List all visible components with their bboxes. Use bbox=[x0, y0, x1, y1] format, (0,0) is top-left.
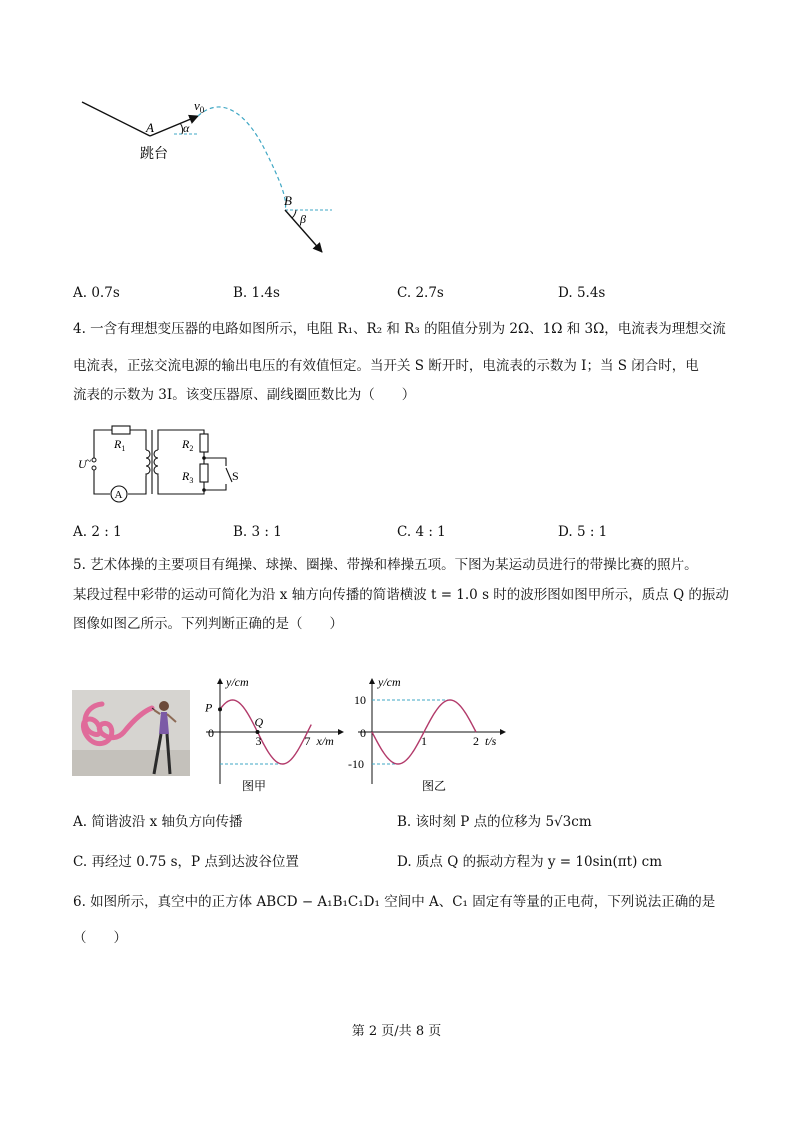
trajectory-curve bbox=[198, 107, 286, 210]
q5-option-c[interactable]: C. 再经过 0.75 s，P 点到达波谷位置 bbox=[73, 854, 299, 870]
q4-line-2: 电流表，正弦交流电源的输出电压的有效值恒定。当开关 S 断开时，电流表的示数为 I；当 S 闭合时，电 bbox=[73, 358, 699, 374]
t-axis-label: t/s bbox=[485, 734, 497, 748]
svg-text:~: ~ bbox=[86, 456, 92, 467]
q3-option-c[interactable]: C. 2.7s bbox=[397, 285, 444, 301]
tick-1: 1 bbox=[421, 734, 427, 748]
label-b: B bbox=[284, 193, 292, 208]
tick-neg-10: -10 bbox=[348, 757, 364, 771]
label-v0: $v_0$ bbox=[194, 98, 205, 115]
transformer-circuit bbox=[72, 420, 252, 505]
primary-coil bbox=[146, 450, 150, 476]
platform-slope bbox=[82, 102, 150, 136]
origin-label: 0 bbox=[208, 726, 214, 740]
label-r3: $R_3$ bbox=[182, 469, 194, 485]
caption-yi: 图乙 bbox=[422, 779, 447, 793]
q4-option-a[interactable]: A. 2 : 1 bbox=[73, 524, 122, 540]
origin-label: 0 bbox=[360, 726, 366, 740]
label-u: U bbox=[78, 457, 87, 471]
q3-option-d[interactable]: D. 5.4s bbox=[558, 285, 606, 301]
y-axis-label: y/cm bbox=[226, 675, 249, 689]
angle-beta-arc bbox=[292, 210, 296, 218]
q5-line-3: 图像如图乙所示。下列判断正确的是（ ） bbox=[73, 616, 343, 632]
q5-option-d[interactable]: D. 质点 Q 的振动方程为 y = 10sin(πt) cm bbox=[397, 854, 663, 870]
q5-option-a[interactable]: A. 简谐波沿 x 轴负方向传播 bbox=[73, 814, 243, 830]
q3-option-a[interactable]: A. 0.7s bbox=[73, 285, 120, 301]
q6-line-2: （ ） bbox=[73, 930, 127, 946]
graph-jia bbox=[200, 672, 350, 797]
q4-option-b[interactable]: B. 3 : 1 bbox=[233, 524, 282, 540]
y-axis-label: y/cm bbox=[378, 675, 401, 689]
q3-option-b[interactable]: B. 1.4s bbox=[233, 285, 280, 301]
resistor-r2 bbox=[200, 434, 208, 452]
q4-line-1: 4. 一含有理想变压器的电路如图所示，电阻 R₁、R₂ 和 R₃ 的阻值分别为 2Ω、1Ω 和 3Ω，电流表为理想交流 bbox=[73, 321, 726, 337]
tick-3: 3 bbox=[255, 734, 262, 748]
point-p bbox=[218, 707, 222, 711]
tick-2: 2 bbox=[473, 734, 479, 748]
q5-option-b[interactable]: B. 该时刻 P 点的位移为 5√3cm bbox=[397, 814, 592, 830]
x-axis-label: x/m bbox=[316, 734, 334, 748]
label-platform: 跳台 bbox=[140, 147, 168, 162]
gymnast-photo bbox=[72, 690, 190, 776]
platform-lip bbox=[150, 116, 198, 136]
label-q: Q bbox=[254, 715, 264, 729]
label-alpha: α bbox=[183, 121, 190, 135]
tick-7: 7 bbox=[304, 734, 311, 748]
ski-jump-figure bbox=[70, 90, 360, 260]
label-p: P bbox=[205, 700, 213, 715]
label-s: S bbox=[232, 469, 239, 483]
label-beta: β bbox=[300, 212, 306, 226]
graph-yi bbox=[340, 672, 510, 797]
secondary-coil bbox=[154, 450, 158, 476]
q6-line-1: 6. 如图所示，真空中的正方体 ABCD − A₁B₁C₁D₁ 空间中 A、C₁ 固定有等量的正电荷，下列说法正确的是 bbox=[73, 894, 716, 910]
tick-10: 10 bbox=[354, 693, 366, 707]
caption-jia: 图甲 bbox=[242, 779, 267, 793]
label-r2: $R_2$ bbox=[182, 437, 194, 453]
svg-text:A: A bbox=[114, 489, 123, 501]
label-r1: $R_1$ bbox=[114, 437, 126, 453]
gymnast-head bbox=[159, 701, 169, 711]
resistor-r3 bbox=[200, 464, 208, 482]
resistor-r1 bbox=[112, 426, 130, 434]
q4-option-c[interactable]: C. 4 : 1 bbox=[397, 524, 446, 540]
q5-line-2: 某段过程中彩带的运动可简化为沿 x 轴方向传播的简谐横波 t = 1.0 s 时的波形图如图甲所示，质点 Q 的振动 bbox=[73, 587, 729, 603]
q5-line-1: 5. 艺术体操的主要项目有绳操、球操、圈操、带操和棒操五项。下图为某运动员进行的带操比赛的照片。 bbox=[73, 557, 698, 573]
q4-line-3: 流表的示数为 3I。该变压器原、副线圈匝数比为（ ） bbox=[73, 387, 416, 403]
label-a: A bbox=[146, 120, 154, 135]
q4-option-d[interactable]: D. 5 : 1 bbox=[558, 524, 608, 540]
page-footer: 第 2 页/共 8 页 bbox=[351, 1024, 442, 1039]
